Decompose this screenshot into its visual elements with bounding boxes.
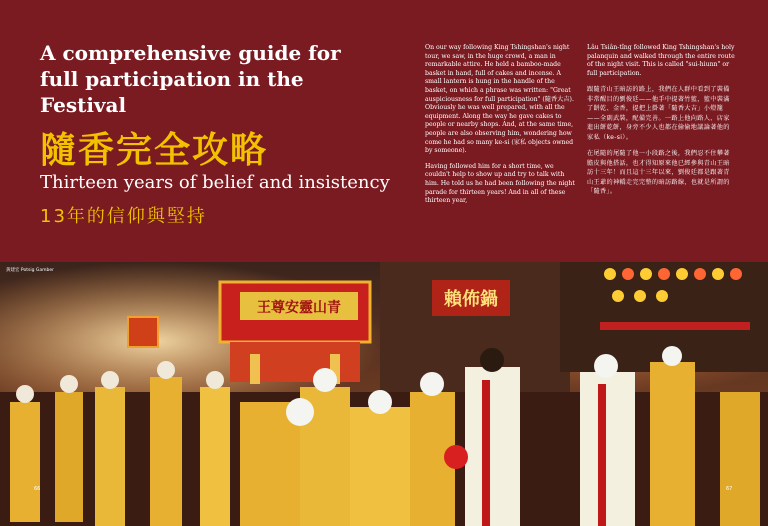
subtitle-chinese: 13年的信仰與堅持 (40, 206, 207, 227)
text-column-1 (425, 44, 575, 213)
page-number-right: 67 (726, 486, 733, 492)
paragraph: Having followed him for a short time, we couldn't help to show up and try to talk with him. He told us he had been following the night parade for thirteen years! And in all of these thirteen year, (425, 162, 575, 205)
subtitle-english: Thirteen years of belief and insistency (40, 172, 390, 193)
title-english: A comprehensive guide for full participation in the Festival (40, 41, 341, 117)
shop-sign (432, 280, 510, 316)
photo-credit: 黃建宏 Potsig Gamber (6, 268, 54, 273)
paragraph: Lâu Tsiân-tîng followed King Tshingshan's holy palanquin and walked through the entire route of the night visit. This is called "sui-hiunn" or full participation. (587, 44, 735, 77)
page-number-left: 66 (34, 486, 41, 492)
text-column-2 (587, 44, 735, 204)
header-panel (0, 0, 768, 262)
paragraph: On our way following King Tshingshan's night tour, we saw, in the huge crowd, a man in remarkable attire. He held a bamboo-made basket in hand, full of cakes and incense. A small lantern is hung in the handle of the basket, on which a phrase was written: "Great auspiciousness for full participation" (隨香大吉). Obviously he was well prepared, with all the equipment. Along the way he gave cakes to people or nearby shops. And, at the same time, people are also observing him, wondering how come he had so many ke-si (家私 objects owned by someone). (425, 44, 574, 155)
shop-sign-text: 賴佈鍋 (444, 289, 498, 310)
title-chinese: 隨香完全攻略 (40, 130, 269, 171)
paragraph-chinese: 在尾隨的尾隨了他一小段路之後，我們忍不住攀著膽皮與他搭話，也才得知原來他已經參與青山王暗訪十三年！而且這十三年以來，劉俊廷都是跟著青山王爺的神轎走完完整的暗訪路線，也就是所謂的「隨香」。 (587, 150, 730, 196)
paragraph-chinese: 跟隨青山王暗訪的路上，我們在人群中看到了裝備非常醒目的劉俊廷——他手中提著竹籃，籃中裝滿了餅乾、金香，提把上掛著「隨香大吉」小燈籠——全副武裝，配備完善。一路上他向路人、店家進出餅乾餅，身旁不少人也都在偷偷地議論著他的家私（ke-si）。 (587, 86, 730, 141)
palanquin-sign-text: 王尊安靈山青 (257, 300, 341, 316)
palanquin (220, 282, 370, 384)
lantern (128, 317, 158, 347)
festival-photo (0, 262, 768, 526)
